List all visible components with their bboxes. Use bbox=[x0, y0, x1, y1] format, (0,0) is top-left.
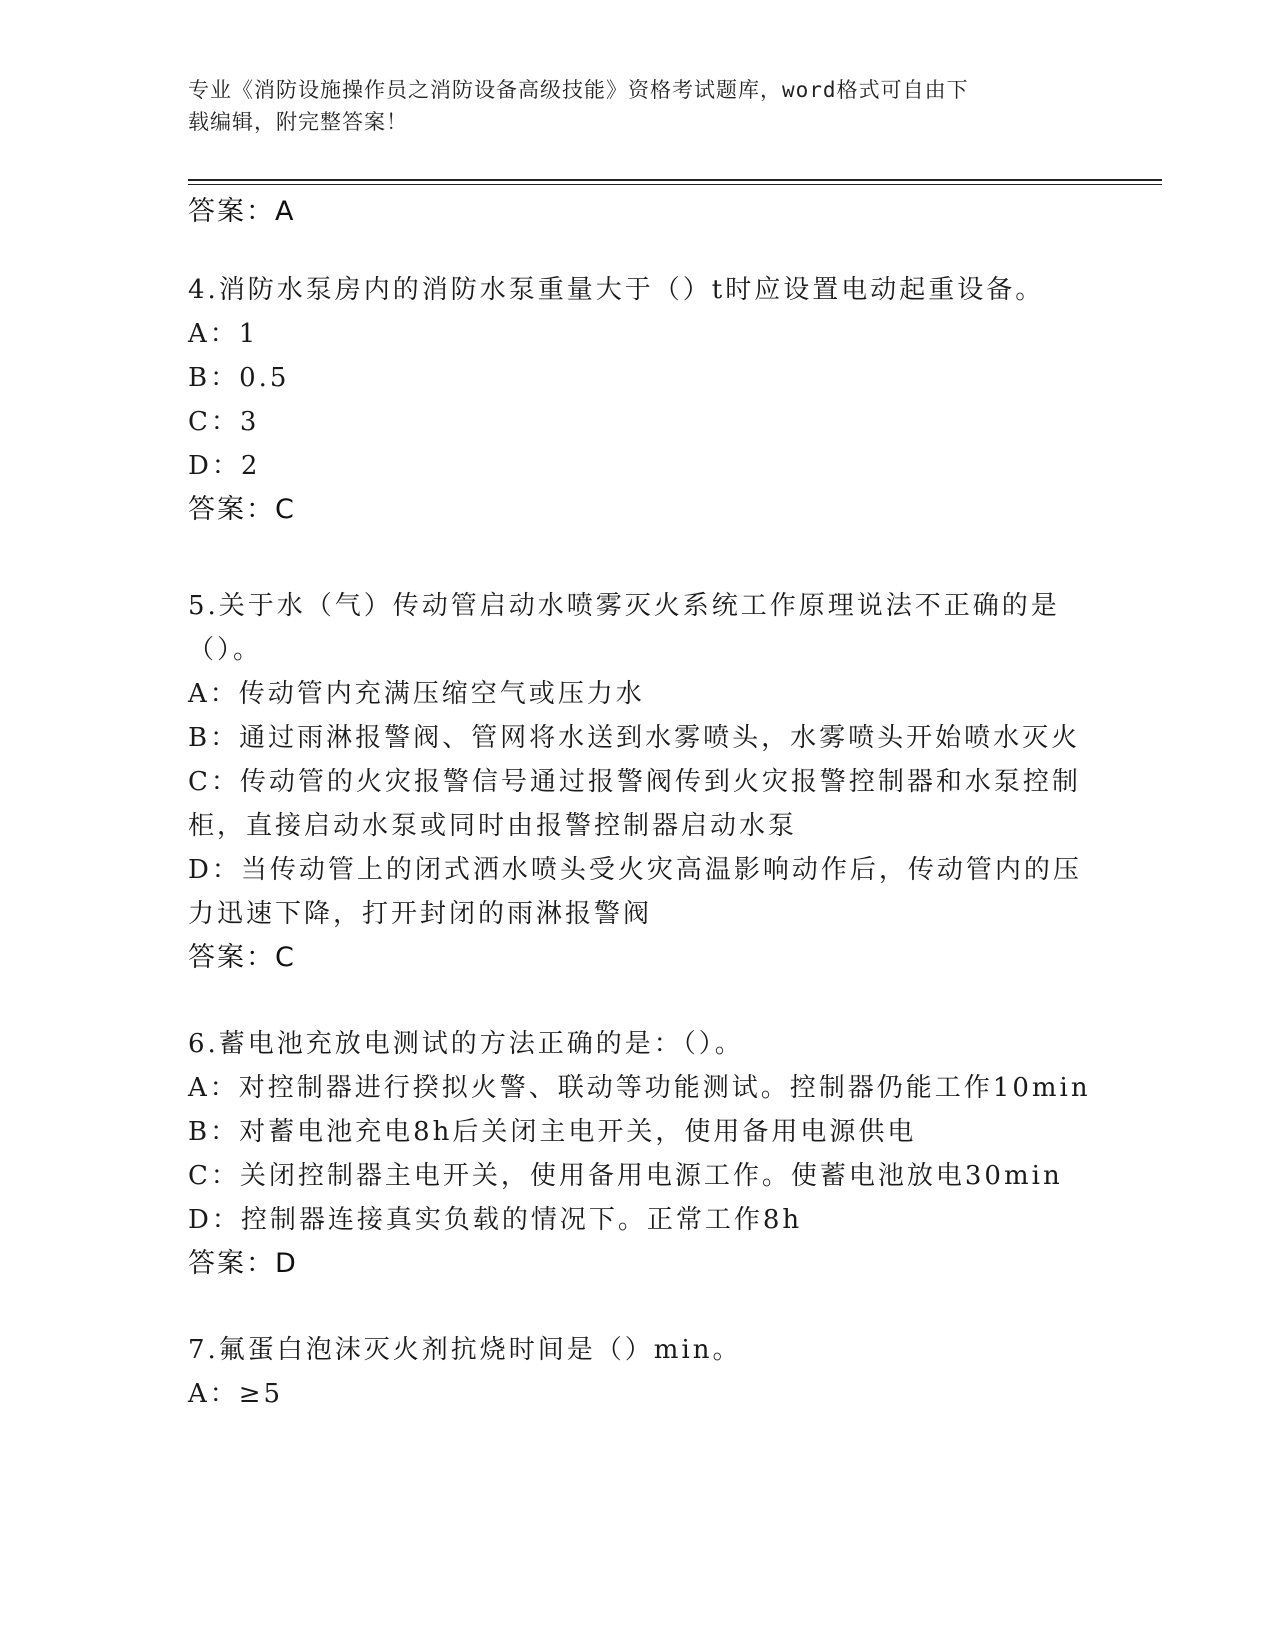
question-4-option-c: C：3 bbox=[188, 407, 260, 437]
question-4-answer: 答案：C bbox=[188, 494, 296, 525]
question-5-stem-continued: （）。 bbox=[188, 635, 263, 665]
question-4-option-a: A：1 bbox=[188, 319, 259, 349]
question-5-option-a: A：传动管内充满压缩空气或压力水 bbox=[188, 679, 645, 709]
question-5-option-c: C：传动管的火灾报警信号通过报警阀传到火灾报警控制器和水泵控制 bbox=[188, 767, 1081, 797]
header-line-2: 载编辑，附完整答案！ bbox=[188, 110, 408, 134]
header-divider bbox=[188, 179, 1162, 181]
question-7-option-a: A：≥5 bbox=[188, 1379, 284, 1409]
question-5-stem: 5.关于水（气）传动管启动水喷雾灭火系统工作原理说法不正确的是 bbox=[188, 591, 1060, 621]
question-6-option-b: B：对蓄电池充电8h后关闭主电开关，使用备用电源供电 bbox=[188, 1117, 917, 1147]
question-5-option-d: D：当传动管上的闭式洒水喷头受火灾高温影响动作后，传动管内的压 bbox=[188, 855, 1082, 885]
question-5-option-c-continued: 柜，直接启动水泵或同时由报警控制器启动水泵 bbox=[188, 811, 798, 841]
question-5-option-d-continued: 力迅速下降，打开封闭的雨淋报警阀 bbox=[188, 899, 653, 929]
question-7-stem: 7.氟蛋白泡沫灭火剂抗烧时间是（）min。 bbox=[188, 1335, 742, 1365]
answer-previous: 答案：A bbox=[188, 196, 296, 227]
question-4-option-d: D：2 bbox=[188, 451, 261, 481]
question-4-stem: 4.消防水泵房内的消防水泵重量大于（）t时应设置电动起重设备。 bbox=[188, 275, 1045, 305]
header-divider-thin bbox=[188, 184, 1162, 185]
question-6-option-d: D：控制器连接真实负载的情况下。正常工作8h bbox=[188, 1205, 803, 1235]
question-5-answer: 答案：C bbox=[188, 942, 296, 973]
question-6-answer: 答案：D bbox=[188, 1248, 298, 1279]
question-4-option-b: B：0.5 bbox=[188, 363, 290, 393]
header-line-1: 专业《消防设施操作员之消防设备高级技能》资格考试题库，word格式可自由下 bbox=[188, 78, 969, 102]
question-6-option-a: A：对控制器进行揆拟火警、联动等功能测试。控制器仍能工作10min bbox=[188, 1073, 1091, 1103]
question-6-stem: 6.蓄电池充放电测试的方法正确的是：（）。 bbox=[188, 1029, 744, 1059]
document-header bbox=[188, 74, 1088, 138]
question-6-option-c: C：关闭控制器主电开关，使用备用电源工作。使蓄电池放电30min bbox=[188, 1161, 1063, 1191]
question-5-option-b: B：通过雨淋报警阀、管网将水送到水雾喷头，水雾喷头开始喷水灭火 bbox=[188, 723, 1081, 753]
